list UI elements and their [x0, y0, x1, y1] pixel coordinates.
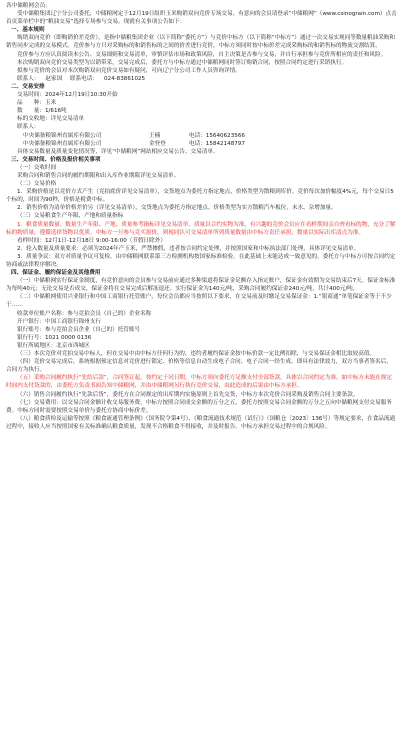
section-price-title: 三、交易时间、价格及报价相关事项: [11, 156, 101, 163]
fees-paragraph: （八）粮食质检及运输等按照《粮食流通管理条例》（国务院令第4号）、《粮食流通技术规范（试行）》（国粮仓〔2023〕136号）等规定要求，在食品流通过程中，接收人应当按照国家有关标准确认粮食质量，发现不合格粮食不得接收，并及时报告。中标方承担交易过程中的合规风险。: [6, 415, 396, 430]
inspection-section: [6, 237, 397, 269]
bank-row: 开户银行：中国工商银行锦州支行: [17, 318, 101, 325]
inspection-paragraph: 3．质量争议：双方对质量争议可复检，由中储粮网联系第三方检测机构按国家标准检验。在此基础上未能达成一致意见的，委托方与中标方可按合同约定协商或法律程序解决。: [6, 253, 396, 268]
bank-row: 收款单位账户名称：参与竞拍会员（自己的）企业名称: [17, 310, 152, 317]
rules-paragraph: 竞价参与方应认真阅读本公告、交易细则和交易清单，审慎评估市场和政策风险，自主决策是否参与交易，并自行承担参与竞价所相应的责任和风险。: [17, 51, 387, 58]
trade-row: 交易时间：2024年12月19日10:30开始: [17, 92, 118, 99]
bank-row: 银行行号：1021 0000 0136: [17, 334, 92, 341]
contract-paragraph: （五）采购合同履约执行“先结后款”，合同签订起，按约定于同日期，中标方须向委托方足额支付全部货款，具体以合同约定为准，如中标方未能在规定时间内支付货款的，由委托方负责书面告知中储粮网，并由中储粮网另行执行竞价交易，由此造成的后果由中标方承担。: [6, 375, 392, 390]
quality-paragraph: 1．粮食质量数量。数量生产年限、产地、质量参考指标详见交易清单。质量以合约实物为准，有兴趣的竞价会员应在看样期间亲自查看标的物，充分了解标的物质量，遵循选择货物以优质。中标方一旦参与竞买报价，则视同认可交易清单所列质量数量由中标方责任承担，数量以实际出库清点为准。: [6, 221, 396, 236]
bank-info: [6, 310, 397, 350]
contact-row: 中央储备粮锦州直属库有限公司 金登登 电话：15842148797: [23, 140, 245, 147]
section-deposit-title: 四、保证金、履约保证金及其他费用: [11, 270, 101, 277]
bank-row: 银行所属地区：北京市西城区: [17, 342, 90, 349]
rules-paragraph: 购销双向竞价（即购销价差竞价），是指中储粮集团企业（以下简称“委托方”）与竞价中标方（以下简称“中标方”）通过一次交易实现同等数量粮油采购和销售同步完成的交易模式。竞价参与方只对采购标的和销售标的之间的价差进行竞价，中标方须同时按中标价差完成采购标的和销售标的物流交割结算。: [6, 35, 395, 50]
inspection-paragraph: 看样时间：12月1日-12月18日 9:00-16:00（节假日除外）: [17, 237, 166, 244]
deposit-section: [6, 277, 397, 309]
contract-paragraph: （四）竞价交易完成后，系统根据预定信息对竞价进行锁定、价格等信息自动生成电子合同。电子合同一经生成，即具有法律效力，双方当事者签名后，合同方为执行。: [6, 359, 392, 374]
trade-row: 标的交收地：详见交易清单: [17, 116, 85, 123]
quality-title: （三）交易粮食生产年限、产地和质量指标: [17, 213, 124, 220]
contract-section: [6, 350, 397, 399]
price-paragraph: 2．销售价格为清单价格差价另（详见交易清单），交货地点为委托方指定地点，价格类型为实方散粮汽车板位，未水、杂增加量。: [17, 205, 337, 212]
contract-paragraph: （三）本次竞价对竞拍交易中标人，但在交易中由中标方任何行为的，违约者履约保证金按中标价款一定比例扣除，与交易保证金相比取较高值。: [17, 351, 376, 358]
trade-row: 联系人：: [17, 124, 40, 131]
fees-paragraph: （七）交易费用：以交易合同金额计收交易服务费，中标方按照合同成交金额的万分之五，委托方按照交易合同金额的万分之五向中储粮网支付交易服务费。中标方同时需要按照交易单价与委托方协商中标价差。: [6, 399, 392, 414]
section-basic-rules-title: 一、基本规则: [11, 27, 45, 34]
contact-row: 中央储备粮锦州直属库有限公司 王楠 电话：15640623566: [23, 132, 245, 139]
intro-paragraph: 受中储粮集团辽宁分公司委托，中储粮网定于12月19日组织玉米购销双向竞价专场交易，有意向的会员请登录“中储粮网”（www.csinograin.com）点击首页菜单栏中的“粮油交易”选择专场参与交易。现就有关事项公告如下：: [6, 11, 397, 26]
quality-section: [6, 221, 397, 237]
fees-section: [6, 399, 397, 431]
contract-paragraph: （六）销售合同履约执行“先款后货”，委托方在合同规定的出库期内实施原则上首先交货，中标方本次竞价合同采购及销售合同主要条款。: [17, 391, 359, 398]
bank-row: 银行账号：参与竞拍会员企业（自己的）托管账号: [17, 326, 141, 333]
delivery-time-text: 采购合同和销售合同的履约期限和出入库作业期限详见交易清单。: [17, 172, 180, 179]
delivery-time-title: （一）交收时间: [17, 164, 57, 171]
trade-arrangement: [6, 91, 397, 131]
inspection-paragraph: 2．轮入数量及质量要求：必须为2024年产玉米，严禁掺假，违者按合同约定处理，并按照国家和中标执法部门处理，具体详见交易清单。: [17, 245, 360, 252]
deposit-paragraph: （二）中储粮网使用兴业银行和中国工商银行托管账户，每位会员都应当按照以下要求，在交易前及时缴足交易保证金：1.“银商通”单笔保证金等于不少于……: [6, 294, 392, 309]
contact-list: [6, 132, 397, 148]
rules-contact: 联系人： 赵家国 联系电话： 024-83861025: [17, 75, 146, 82]
trade-row: 品 种：玉米: [17, 100, 57, 107]
detail-note: 具体交易数量及质量变化情况等，详见“中储粮网”网站相应交易公告、交易清单。: [17, 148, 219, 155]
greeting: 各中储粮网会员：: [6, 3, 51, 9]
price-paragraph: 1．采购价格是以竞价方式产生（竞拍底价详见交易清单），交货地点为委托方指定地点，价格类型为散粮到库价。竞价每次加价幅度4%元，每个交易日5个标的，时间为90秒，价格是税费中标。: [6, 189, 394, 204]
price-section: [6, 188, 397, 212]
basic-rules-section: [6, 34, 397, 74]
trade-row: 数 量：1/616吨: [17, 108, 67, 115]
deposit-paragraph: （一）中储粮网实行保证金制度，有竞价意向的会员参与交易前应通过多种渠道将保证金足额存入指定账户，保证金有效期为交易结束后7天。保证金标准为每吨40元；无论交易是否成交，保证金将在交易完成后解冻退还。实行保证金为140元/吨，采购合同履约保证金240元/吨，共计400元/吨。: [6, 278, 396, 293]
intro-section: [6, 10, 397, 26]
rules-paragraph: 本次购销双向竞价交易类型为以销带采，交易完成后，委托方与中标方通过中储粮网同时签订购销合同，按照合同约定进行采销执行。: [17, 59, 348, 66]
rules-paragraph: 拟参与竞价的会员对本次购销双向竞价交易如有疑问，可向辽宁分公司工作人员咨询详情。: [17, 67, 241, 74]
section-trade-title: 二、交易安排: [11, 83, 45, 90]
price-title: （二）交易价格: [17, 181, 57, 188]
